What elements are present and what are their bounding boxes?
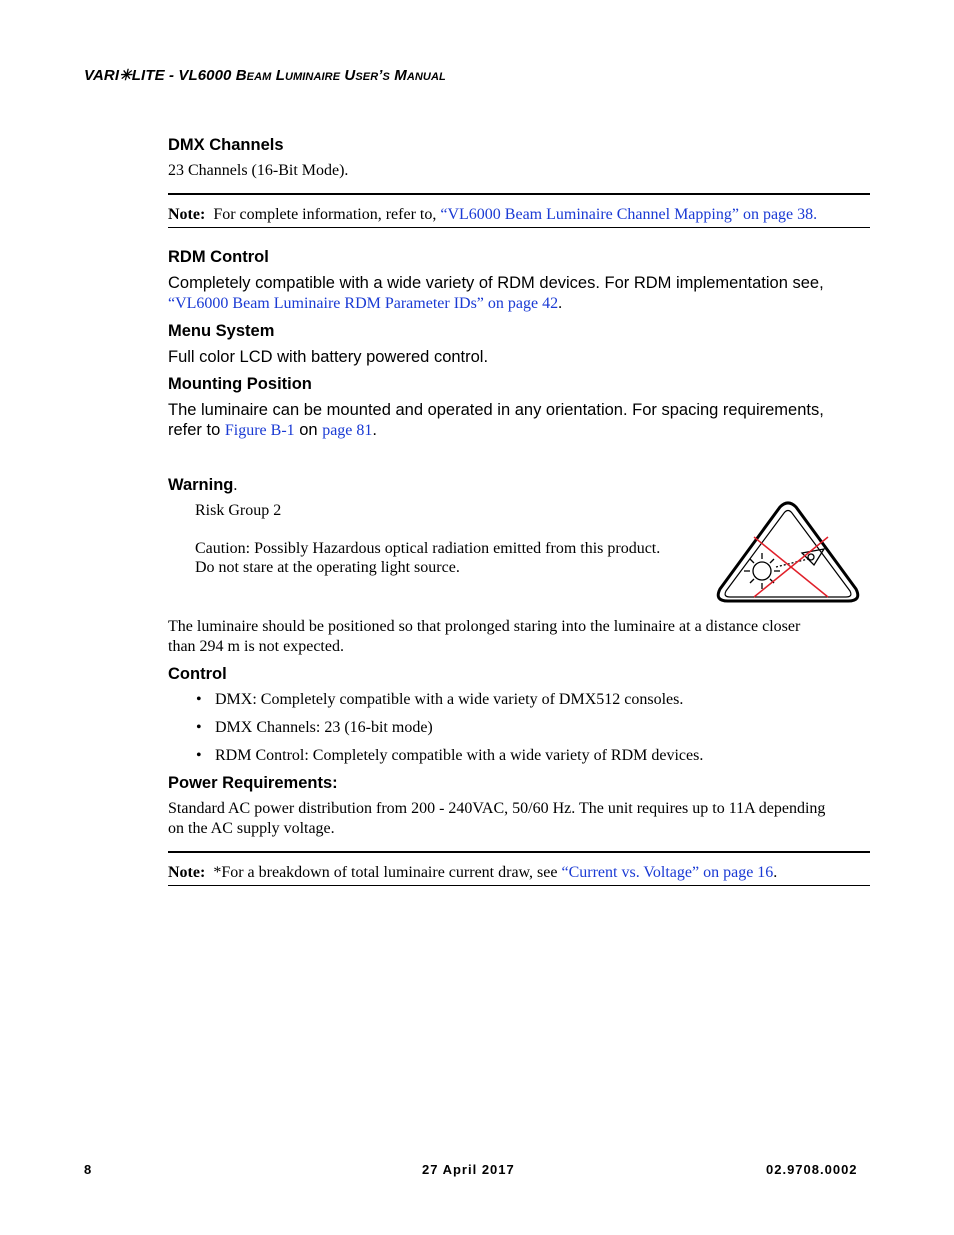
note-current-draw <box>168 863 777 883</box>
note-bottom-rule <box>168 885 870 886</box>
brand-name: VARI✳LITE <box>84 67 165 84</box>
bullet-marker: • <box>196 719 202 736</box>
note-period: . <box>773 864 778 881</box>
note-label: Note: <box>168 864 206 881</box>
control-item-rdm: RDM Control: Completely compatible with a wide variety of RDM devices. <box>215 747 704 764</box>
warning-heading-line <box>168 476 237 496</box>
position-paragraph-line-2: than 294 m is not expected. <box>168 638 344 655</box>
power-text-line-1: Standard AC power distribution from 200 - 240VAC, 50/60 Hz. The unit requires up to 11A depending <box>168 800 826 817</box>
document-number: 02.9708.0002 <box>766 1162 858 1177</box>
menu-system-text: Full color LCD with battery powered control. <box>168 348 489 366</box>
note-text: *For a breakdown of total luminaire current draw, see <box>213 864 558 881</box>
note-label: Note: <box>168 206 206 223</box>
rdm-link-line <box>168 294 562 314</box>
risk-group-text: Risk Group 2 <box>195 502 282 519</box>
note-top-rule <box>168 851 870 853</box>
warning-period: . <box>233 477 238 494</box>
publication-date: 27 April 2017 <box>422 1162 515 1177</box>
running-header <box>84 66 446 84</box>
mounting-reference-line <box>168 420 377 441</box>
bullet-marker: • <box>196 691 202 708</box>
header-separator: - <box>164 67 179 84</box>
menu-system-heading: Menu System <box>168 322 275 340</box>
mounting-period: . <box>372 421 377 439</box>
control-item-dmx: DMX: Completely compatible with a wide variety of DMX512 consoles. <box>215 691 684 708</box>
mounting-position-text: The luminaire can be mounted and operated in any orientation. For spacing requirements, <box>168 401 824 419</box>
note-bottom-rule <box>168 227 870 228</box>
power-requirements-heading: Power Requirements: <box>168 774 338 792</box>
page-81-link[interactable]: page 81 <box>322 422 373 439</box>
bullet-marker: • <box>196 747 202 764</box>
channel-mapping-link[interactable]: “VL6000 Beam Luminaire Channel Mapping” on page 38. <box>440 206 818 223</box>
figure-b1-link[interactable]: Figure B-1 <box>224 422 295 439</box>
caution-line-2: Do not stare at the operating light source. <box>195 559 460 576</box>
warning-heading: Warning <box>168 476 234 494</box>
manual-title: VL6000 Beam Luminaire User’s Manual <box>178 67 446 84</box>
rdm-control-text: Completely compatible with a wide variety of RDM devices. For RDM implementation see, <box>168 274 824 292</box>
rdm-parameter-ids-link[interactable]: “VL6000 Beam Luminaire RDM Parameter IDs” on page 42 <box>168 295 559 312</box>
mounting-position-heading: Mounting Position <box>168 375 312 393</box>
control-item-dmx-channels: DMX Channels: 23 (16-bit mode) <box>215 719 433 736</box>
refer-to-text: refer to <box>168 421 221 439</box>
dmx-channels-heading: DMX Channels <box>168 136 284 154</box>
on-text: on <box>299 421 318 439</box>
dmx-channels-text: 23 Channels (16-Bit Mode). <box>168 162 349 179</box>
control-heading: Control <box>168 665 227 683</box>
note-text: For complete information, refer to, <box>213 206 437 223</box>
note-channel-mapping <box>168 205 817 225</box>
position-paragraph-line-1: The luminaire should be positioned so that prolonged staring into the luminaire at a distance closer <box>168 618 801 635</box>
caution-line-1: Caution: Possibly Hazardous optical radiation emitted from this product. <box>195 540 661 557</box>
current-vs-voltage-link[interactable]: “Current vs. Voltage” on page 16 <box>561 864 774 881</box>
power-text-line-2: on the AC supply voltage. <box>168 820 335 837</box>
rdm-control-heading: RDM Control <box>168 248 269 266</box>
rdm-link-period: . <box>558 295 563 312</box>
page-number: 8 <box>84 1162 93 1177</box>
note-top-rule <box>168 193 870 195</box>
optical-radiation-warning-icon <box>714 501 862 605</box>
